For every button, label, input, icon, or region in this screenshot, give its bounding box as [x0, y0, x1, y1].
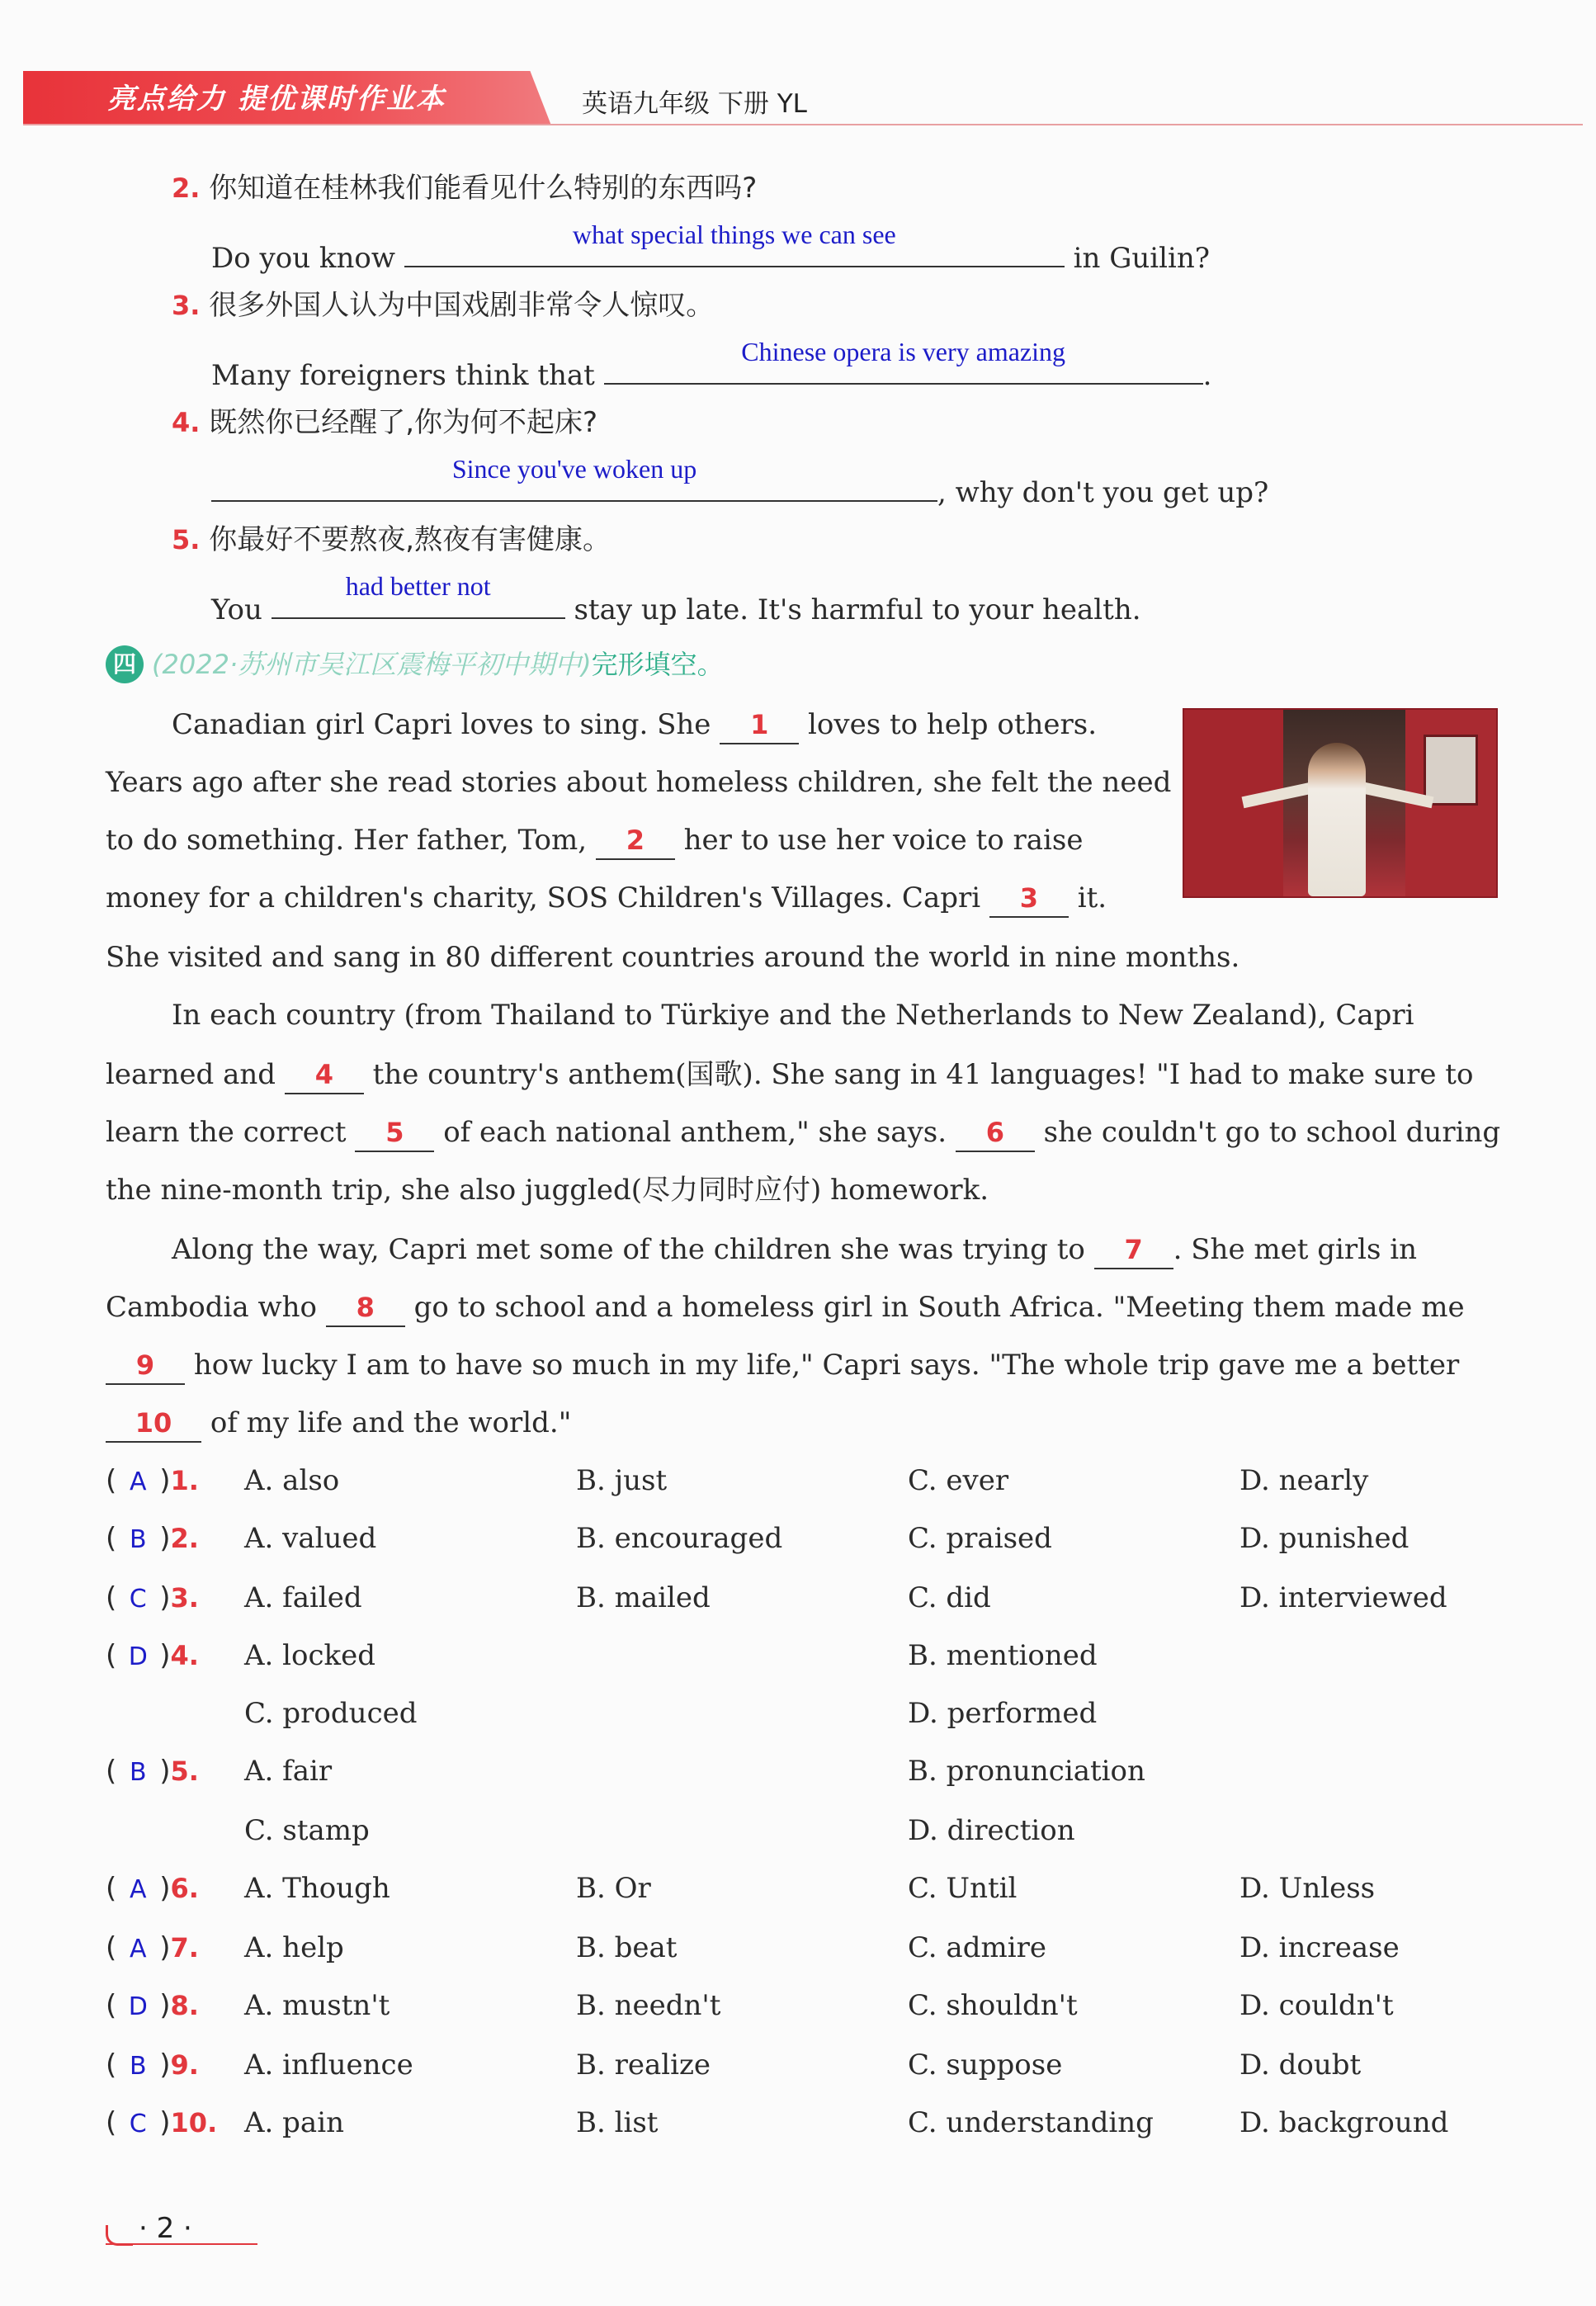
option-2-a: A. valued — [244, 1522, 377, 1555]
passage-line: 9 how lucky I am to have so much in my life," Capri says. "The whole trip gave me a better — [106, 1347, 1500, 1385]
item-5-sentence: You had better not stay up late. It's harmful to your health. — [211, 571, 1141, 626]
passage-line: the nine-month trip, she also juggled(尽力同时应付) homework. — [106, 1174, 989, 1207]
option-6-a: A. Though — [244, 1872, 390, 1905]
option-5-a: A. fair — [244, 1755, 333, 1788]
option-8-c: C. shouldn't — [908, 1989, 1078, 2022]
option-5-b: B. pronunciation — [908, 1755, 1145, 1788]
option-9-a: A. influence — [244, 2048, 413, 2082]
answer-blank: Since you've woken up — [211, 464, 937, 502]
passage-line: Years ago after she read stories about homeless children, she felt the need — [106, 766, 1172, 799]
passage-line: 10 of my life and the world." — [106, 1405, 1500, 1443]
subject-label: 英语九年级 下册 YL — [582, 89, 807, 119]
option-8-a: A. mustn't — [244, 1989, 390, 2022]
option-4-c: C. produced — [244, 1697, 418, 1730]
option-3-c: C. did — [908, 1581, 991, 1614]
option-3-d: D. interviewed — [1239, 1581, 1447, 1614]
passage-line: learned and 4 the country's anthem(国歌). She sang in 41 languages! "I had to make sure to — [106, 1056, 1500, 1094]
option-1-b: B. just — [576, 1464, 668, 1497]
passage-line: learn the correct 5 of each national anthem," she says. 6 she couldn't go to school during — [106, 1114, 1500, 1152]
option-2-c: C. praised — [908, 1522, 1052, 1555]
passage-line: Along the way, Capri met some of the children she was trying to 7 . She met girls in — [172, 1231, 1566, 1269]
item-2-sentence: Do you know what special things we can see in Guilin? — [211, 220, 1211, 275]
item-4-prompt: 4. 既然你已经醒了,你为何不起床? — [172, 406, 598, 439]
option-5-d: D. direction — [908, 1814, 1075, 1847]
answer-blank: what special things we can see — [404, 229, 1065, 267]
question-7-answer: ( A )7. — [106, 1931, 199, 1964]
passage-line: money for a children's charity, SOS Children's Villages. Capri 3 it. — [106, 880, 1500, 918]
item-4-sentence: Since you've woken up , why don't you get up? — [211, 464, 1268, 511]
option-10-d: D. background — [1239, 2106, 1449, 2139]
option-9-d: D. doubt — [1239, 2048, 1362, 2082]
option-10-c: C. understanding — [908, 2106, 1154, 2139]
option-6-c: C. Until — [908, 1872, 1018, 1905]
option-4-b: B. mentioned — [908, 1639, 1098, 1672]
option-10-b: B. list — [576, 2106, 659, 2139]
question-3-answer: ( C )3. — [106, 1581, 199, 1614]
option-4-a: A. locked — [244, 1639, 376, 1672]
item-5-prompt: 5. 你最好不要熬夜,熬夜有害健康。 — [172, 523, 611, 556]
item-2-prompt: 2. 你知道在桂林我们能看见什么特别的东西吗? — [172, 172, 758, 205]
option-4-d: D. performed — [908, 1697, 1098, 1730]
item-3-sentence: Many foreigners think that Chinese opera is very amazing . — [211, 337, 1212, 392]
option-3-b: B. mailed — [576, 1581, 711, 1614]
option-1-c: C. ever — [908, 1464, 1009, 1497]
passage-line: Cambodia who 8 go to school and a homeless girl in South Africa. "Meeting them made me — [106, 1289, 1500, 1327]
option-6-b: B. Or — [576, 1872, 651, 1905]
question-10-answer: ( C )10. — [106, 2106, 218, 2139]
section-number-icon: 四 — [106, 645, 144, 683]
question-2-answer: ( B )2. — [106, 1522, 199, 1555]
passage-line: to do something. Her father, Tom, 2 her to use her voice to raise — [106, 822, 1500, 860]
option-6-d: D. Unless — [1239, 1872, 1376, 1905]
option-10-a: A. pain — [244, 2106, 344, 2139]
passage-line: Canadian girl Capri loves to sing. She 1 loves to help others. — [172, 706, 1566, 744]
section-title: (2022·苏州市吴江区震梅平初中期中)完形填空。 — [152, 649, 724, 680]
question-5-answer: ( B )5. — [106, 1755, 199, 1788]
header-divider — [23, 124, 1583, 125]
option-3-a: A. failed — [244, 1581, 362, 1614]
option-7-c: C. admire — [908, 1931, 1046, 1964]
option-5-c: C. stamp — [244, 1814, 370, 1847]
option-1-a: A. also — [244, 1464, 340, 1497]
option-9-c: C. suppose — [908, 2048, 1063, 2082]
option-2-b: B. encouraged — [576, 1522, 783, 1555]
answer-blank: had better not — [272, 581, 565, 619]
passage-line: She visited and sang in 80 different countries around the world in nine months. — [106, 941, 1240, 974]
series-title: 亮点给力 提优课时作业本 — [107, 83, 446, 116]
option-1-d: D. nearly — [1239, 1464, 1369, 1497]
option-2-d: D. punished — [1239, 1522, 1409, 1555]
page-number: · 2 · — [139, 2212, 192, 2245]
question-1-answer: ( A )1. — [106, 1464, 199, 1497]
option-8-b: B. needn't — [576, 1989, 721, 2022]
question-4-answer: ( D )4. — [106, 1639, 199, 1672]
answer-blank: Chinese opera is very amazing — [604, 347, 1203, 385]
option-7-d: D. increase — [1239, 1931, 1400, 1964]
option-7-a: A. help — [244, 1931, 344, 1964]
question-8-answer: ( D )8. — [106, 1989, 199, 2022]
passage-line: In each country (from Thailand to Türkiye and the Netherlands to New Zealand), Capri — [172, 999, 1414, 1032]
option-9-b: B. realize — [576, 2048, 711, 2082]
item-3-prompt: 3. 很多外国人认为中国戏剧非常令人惊叹。 — [172, 289, 715, 322]
option-8-d: D. couldn't — [1239, 1989, 1394, 2022]
question-6-answer: ( A )6. — [106, 1872, 199, 1905]
option-7-b: B. beat — [576, 1931, 678, 1964]
question-9-answer: ( B )9. — [106, 2048, 199, 2082]
